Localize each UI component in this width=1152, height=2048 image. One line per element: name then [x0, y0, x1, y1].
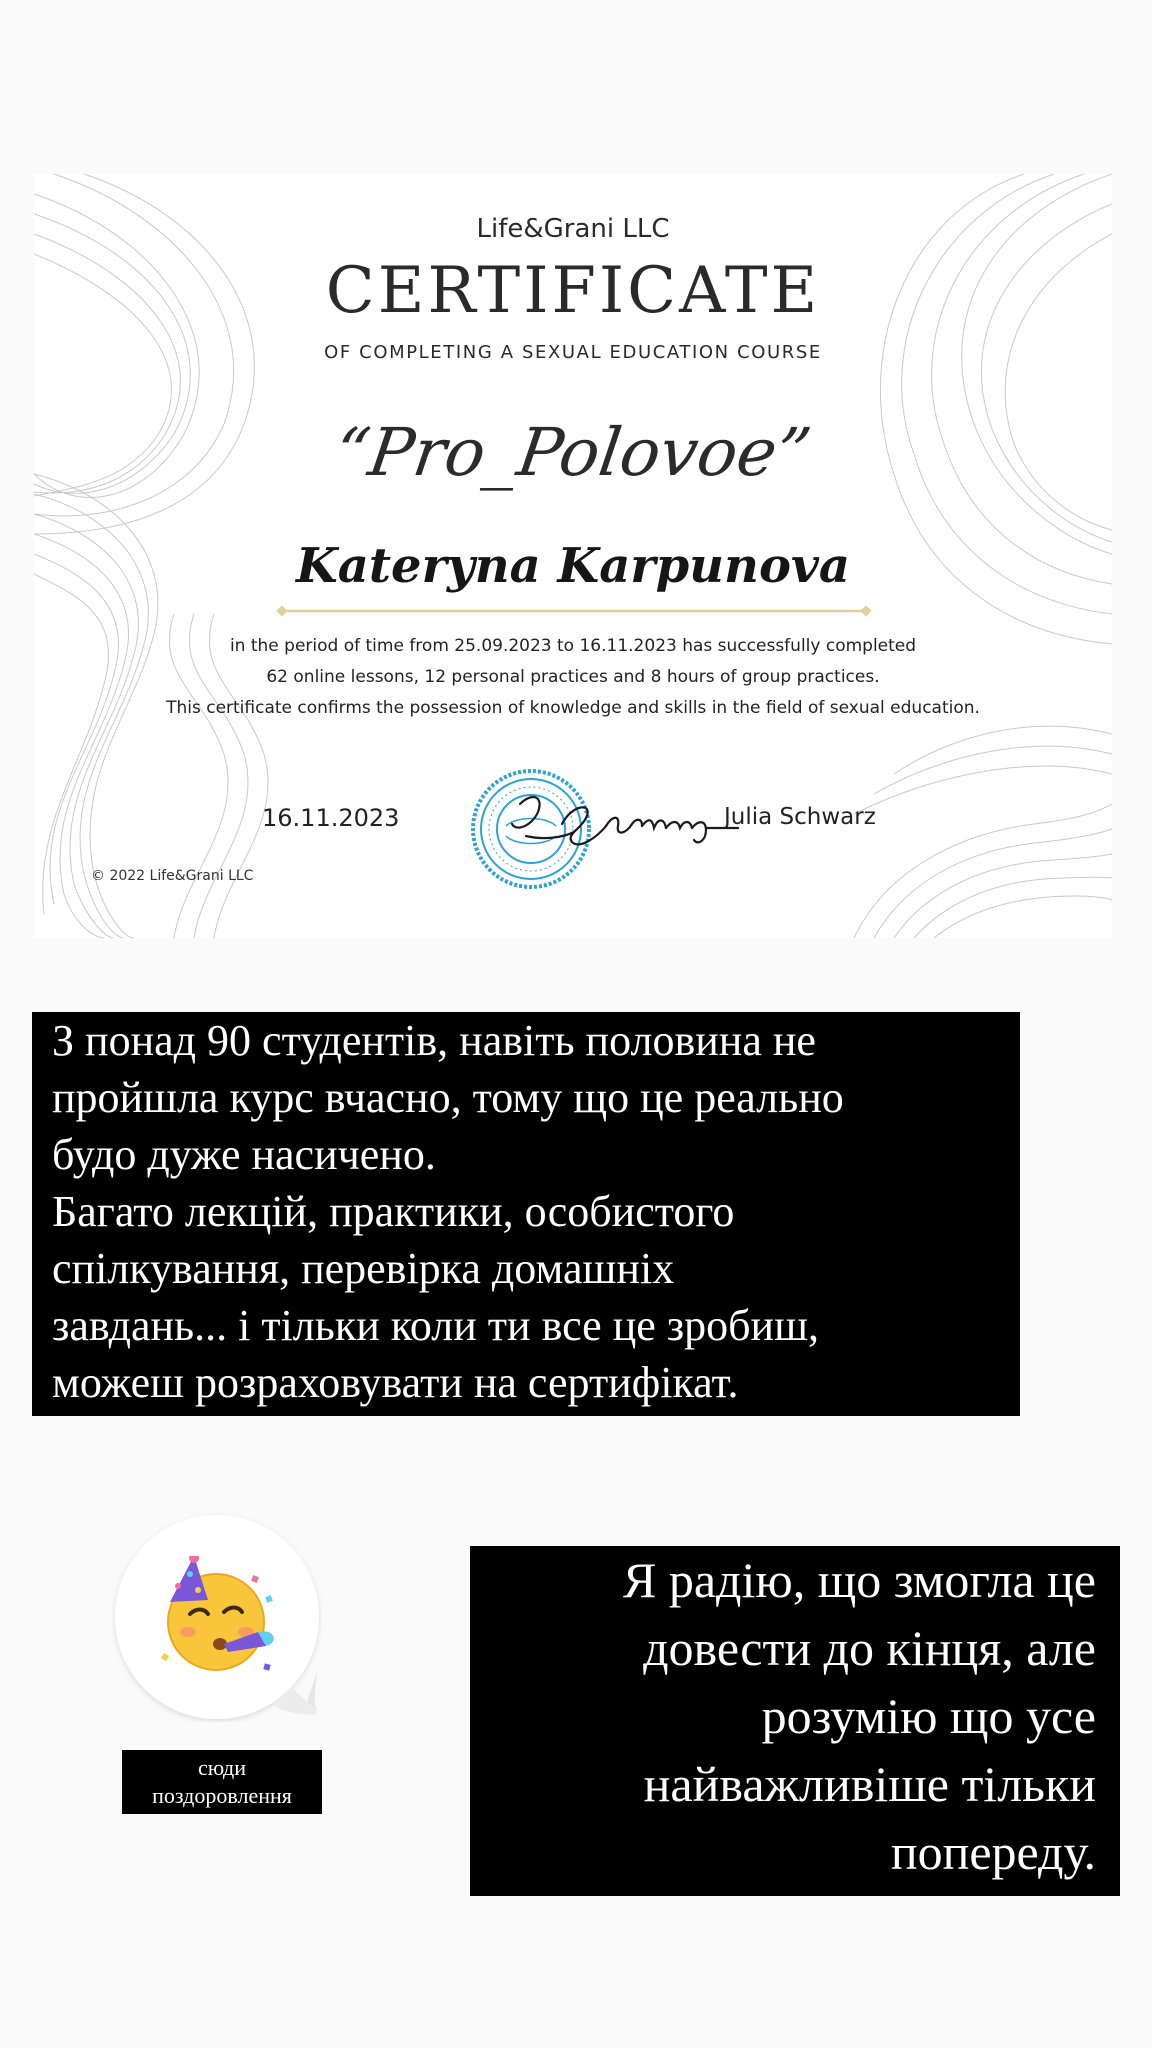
certificate-image	[34, 174, 1112, 938]
certificate-subtitle: OF COMPLETING A SEXUAL EDUCATION COURSE	[324, 342, 822, 363]
certificate-body-line: This certificate confirms the possession of knowledge and skills in the field of sexual education.	[166, 698, 980, 718]
caption-line: З понад 90 студентів, навіть половина не	[52, 1016, 816, 1065]
caption-line: спілкування, перевірка домашніх	[52, 1244, 675, 1293]
sticker-label-line: сюди	[197, 1755, 247, 1780]
certificate-title: CERTIFICATE	[325, 254, 821, 328]
reaction-sticker[interactable]	[112, 1512, 322, 1722]
text-caption-top	[32, 1012, 1020, 1416]
gold-divider	[276, 604, 876, 618]
certificate-date: 16.11.2023	[262, 804, 400, 832]
caption-line: найважливіше тільки	[643, 1756, 1096, 1812]
sticker-label-line: поздоровлення	[152, 1783, 292, 1808]
signer-name: Julia Schwarz	[724, 804, 876, 830]
recipient-name: Kateryna Karpunova	[296, 538, 850, 594]
caption-line: Багато лекцій, практики, особистого	[52, 1187, 735, 1236]
caption-line: довести до кінця, але	[643, 1620, 1096, 1676]
caption-line: розумію що усе	[761, 1688, 1096, 1744]
issuer-name: Life&Grani LLC	[476, 214, 670, 244]
party-face-icon	[154, 1556, 284, 1676]
certificate-body-line: 62 online lessons, 12 personal practices and 8 hours of group practices.	[266, 667, 880, 687]
caption-line: завдань... і тільки коли ти все це зробиш,	[52, 1301, 819, 1350]
caption-line: Я радію, що змогла це	[623, 1552, 1096, 1608]
caption-line: попереду.	[890, 1824, 1096, 1880]
course-name: “Pro_Polovoe”	[330, 414, 816, 491]
certificate-copyright: © 2022 Life&Grani LLC	[91, 868, 254, 884]
caption-line: пройшла курс вчасно, тому що це реально	[52, 1073, 844, 1122]
text-caption-bottom	[470, 1546, 1120, 1896]
handwritten-signature	[502, 774, 748, 864]
certificate-body-line: in the period of time from 25.09.2023 to 16.11.2023 has successfully completed	[229, 636, 917, 656]
caption-line: можеш розраховувати на сертифікат.	[52, 1358, 739, 1407]
caption-line: будо дуже насичено.	[52, 1130, 436, 1179]
sticker-label	[122, 1750, 322, 1814]
